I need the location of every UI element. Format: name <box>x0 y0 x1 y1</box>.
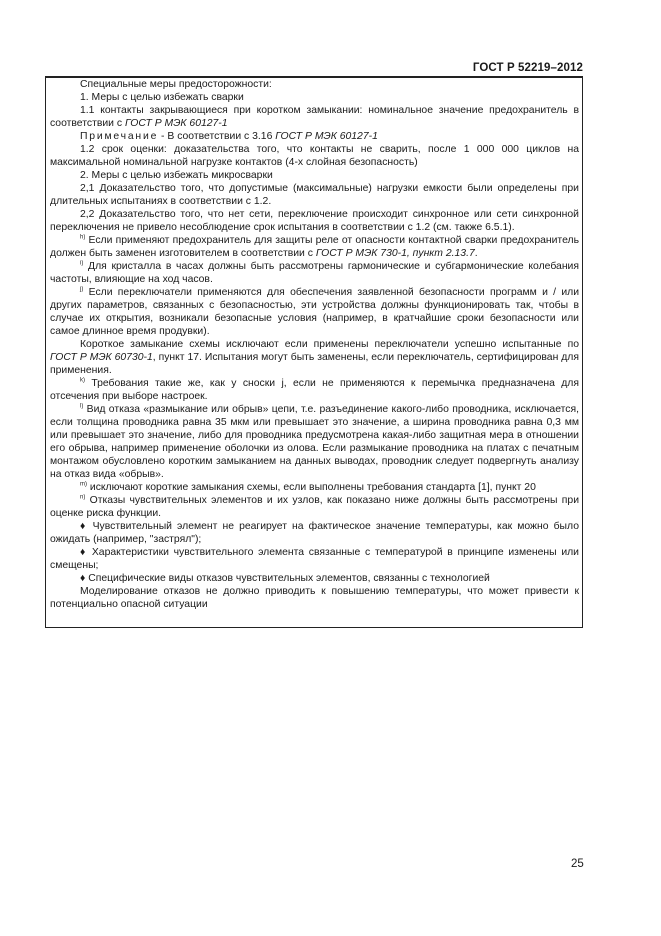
bullet-item-stuck: ♦ Чувствительный элемент не реагирует на фактическое значение температуры, как можно было ожидать (например, "застрял"); <box>50 521 579 545</box>
footnote-j: $^{j)}$ Если переключатели применяются для обеспечения заявленной безопасности программ и / или других параметров, связанных с безопасностью, эти устройства должны функционировать так, чтобы в случае их открытия, возникали безопасные условия (например, в кратчайшие сроки безопасности или самое длинное время продувки). <box>50 286 579 337</box>
paragraph-2-2: 2,2 Доказательство того, что нет сети, переключение происходит синхронное или сети синхронной переключения не привело несоблюдение срок испытания в соответствии с 1.2 (см. также 6.5.1). <box>50 209 579 233</box>
paragraph-short-circuit: Короткое замыкание схемы исключают если применены переключатели успешно испытанные по ГОСТ Р МЭК 60730-1, пункт 17. Испытания могут быть заменены, если переключатель, сертифицирован для применения. <box>50 339 579 376</box>
bullet-item-characteristics: ♦ Характеристики чувствительного элемента связанные с температурой в принципе изменены или смещены; <box>50 547 579 571</box>
standard-reference: ГОСТ Р МЭК 60730-1 <box>50 352 153 363</box>
footnote-n: $^{n)}$ Отказы чувствительных элементов и их узлов, как показано ниже должны быть рассмотрены при оценке риска функции. <box>50 494 579 519</box>
paragraph-failure-modelling: Моделирование отказов не должно приводить к повышению температуры, что может привести к потенциально опасной ситуации <box>50 586 579 610</box>
footnote-h: $^{h)}$ Если применяют предохранитель для защиты реле от опасности контактной сварки предохранитель должен быть заменен изготовителем в соответствии с ГОСТ Р МЭК 730-1, пункт 2.13.7. <box>50 234 579 259</box>
footnote-marker: k) <box>80 377 85 384</box>
paragraph-note: Примечание - В соответствии с 3.16 ГОСТ Р МЭК 60127-1 <box>80 131 378 142</box>
standard-reference: ГОСТ Р МЭК 60127-1 <box>124 118 228 129</box>
document-code-header: ГОСТ Р 52219–2012 <box>472 62 583 74</box>
footnote-marker: i) <box>80 260 84 267</box>
footnote-marker: n) <box>80 494 86 501</box>
footnote-l: $^{l)}$ Вид отказа «размыкание или обрыв» цепи, т.е. разъединение какого-либо проводника, исключается, если толщина проводника равна 35 мкм или превышает это значение, а ширина проводника равна 0,3 мм или превышает это значение, либо для проводника предусмотрена какая-либо защитная мера в отношении его обрыва, например применение оболочки из олова. Если размыкание проводника на платах с печатным монтажом обусловлено коротким замыканием на данных выводах, проводник следует подвергнуть анализу на отказ вида «обрыв». <box>50 403 579 480</box>
footnote-marker: j) <box>80 286 84 293</box>
note-label: Примечание <box>80 131 159 142</box>
footnote-marker: m) <box>80 481 87 488</box>
paragraph-measures-welding: 1. Меры с целью избежать сварки <box>80 92 244 103</box>
standard-reference: ГОСТ Р МЭК 730-1, пункт 2.13.7 <box>315 248 475 259</box>
standard-reference: ГОСТ Р МЭК 60127-1 <box>275 131 378 142</box>
paragraph-1-1: 1.1 контакты закрывающиеся при коротком замыкании: номинальное значение предохранитель в соответствии с ГОСТ Р МЭК 60127-1 <box>50 105 579 129</box>
footnote-k: $^{k)}$ Требования такие же, как у сноски j, если не применяются к перемычка предназначена для отсечения при выборе настроек. <box>50 377 579 402</box>
footnote-marker: l) <box>80 403 84 410</box>
footnote-marker: h) <box>80 234 86 241</box>
paragraph-measures-microwelding: 2. Меры с целью избежать микросварки <box>80 170 273 181</box>
footnote-i: $^{i)}$ Для кристалла в часах должны быть рассмотрены гармонические и субгармонические колебания частоты, влияющие на ход часов. <box>50 260 579 285</box>
paragraph-special-measures: Специальные меры предосторожности: <box>80 79 272 90</box>
footnote-m: $^{m)}$ исключают короткие замыкания схемы, если выполнены требования стандарта [1], пункт 20 <box>80 481 536 493</box>
bullet-item-specific-failures: ♦ Специфические виды отказов чувствительных элементов, связанны с технологией <box>80 573 490 584</box>
paragraph-1-2: 1.2 срок оценки: доказательства того, что контакты не сварить, после 1 000 000 циклов на максимальной номинальной нагрузке контактов (4-х слойная безопасность) <box>50 144 579 168</box>
paragraph-2-1: 2,1 Доказательство того, что допустимые (максимальные) нагрузки емкости были определены при длительных испытаниях в соответствии с 1.2. <box>50 183 579 207</box>
page-number: 25 <box>571 858 584 870</box>
footnote-frame <box>45 76 583 628</box>
